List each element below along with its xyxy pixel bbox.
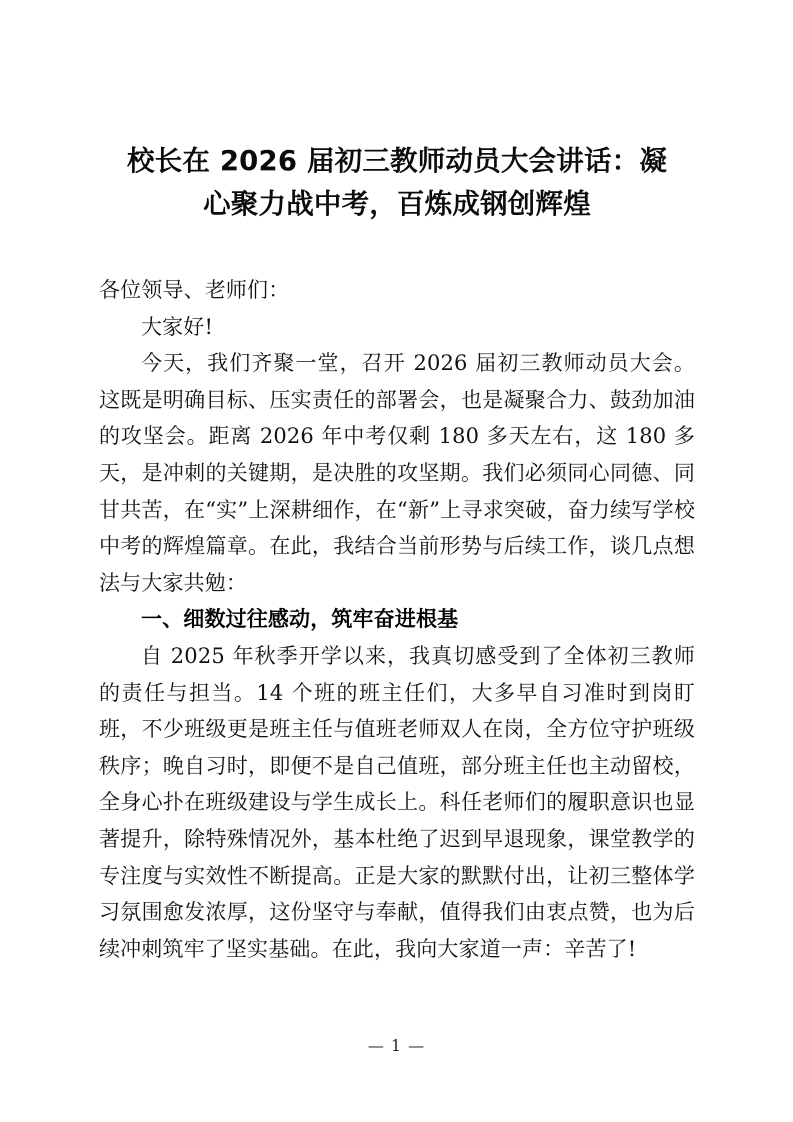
salutation: 各位领导、老师们：	[99, 278, 290, 302]
document-body	[99, 272, 695, 967]
greeting: 大家好!	[141, 314, 214, 339]
paragraph-opening: 今天，我们齐聚一堂，召开 2026 届初三教师动员大会。这既是明确目标、压实责任的部署会，也是凝聚合力、鼓劲加油的攻坚会。距离 2026 年中考仅剩 180 多天左右，这 180 多天，是冲刺的关键期，是决胜的攻坚期。我们必须同心同德、同甘共苦，在“实”上深耕细作，在“新”上寻求突破，奋力续写学校中考的辉煌篇章。在此，我结合当前形势与后续工作，谈几点想法与大家共勉：	[99, 351, 695, 595]
page-number: — 1 —	[367, 1036, 426, 1055]
page-title-line-1: 校长在 2026 届初三教师动员大会讲话：凝	[126, 145, 668, 177]
section-heading-one: 一、细数过往感动，筑牢奋进根基	[141, 606, 459, 632]
paragraph-section-one-body: 自 2025 年秋季开学以来，我真切感受到了全体初三教师的责任与担当。14 个班的班主任们，大多早自习准时到岗盯班，不少班级更是班主任与值班老师双人在岗，全方位守护班级秩序；晚自习时，即便不是自己值班，部分班主任也主动留校，全身心扑在班级建设与学生成长上。科任老师们的履职意识也显著提升，除特殊情况外，基本杜绝了迟到早退现象，课堂教学的专注度与实效性不断提高。正是大家的默默付出，让初三整体学习氛围愈发浓厚，这份坚守与奉献，值得我们由衷点赞，也为后续冲刺筑牢了坚实基础。在此，我向大家道一声：辛苦了!	[99, 643, 695, 961]
page-title	[99, 140, 695, 226]
page-title-line-2: 心聚力战中考，百炼成钢创辉煌	[203, 188, 591, 220]
